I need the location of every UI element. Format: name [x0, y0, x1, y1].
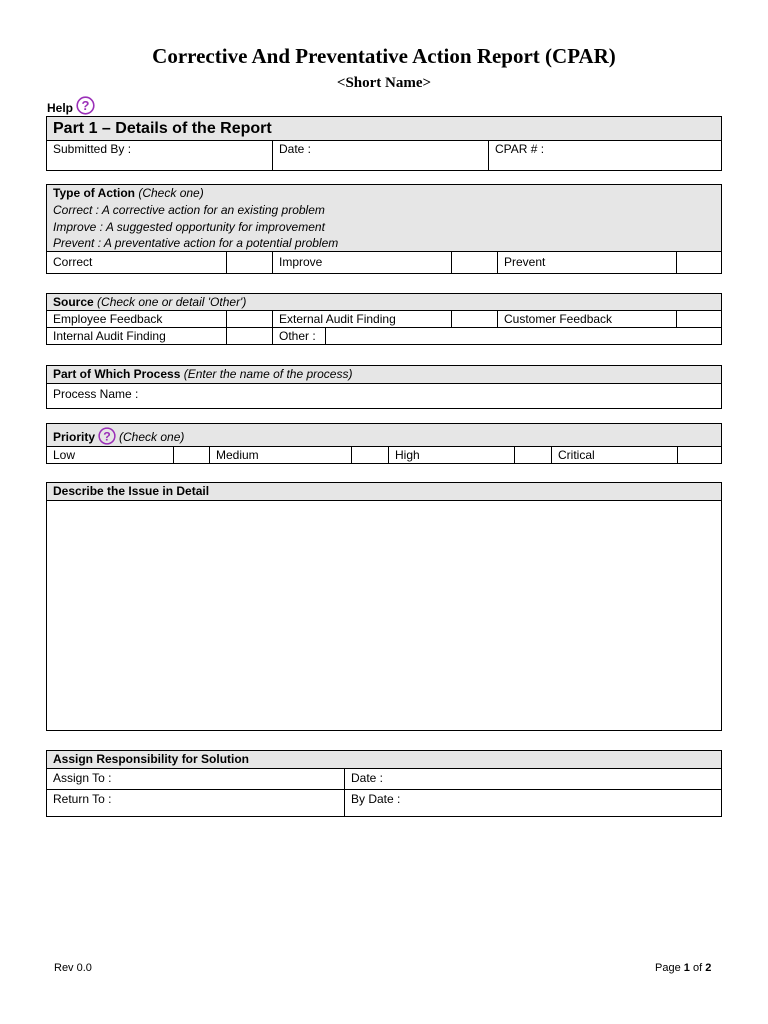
source-checkbox-customer-feedback[interactable] — [676, 311, 721, 327]
cpar-number-field[interactable]: CPAR # : — [488, 141, 721, 170]
svg-text:?: ? — [81, 98, 90, 113]
by-date-field[interactable]: By Date : — [344, 790, 721, 816]
source-option-customer-feedback: Customer Feedback — [497, 311, 676, 327]
priority-checkbox-medium[interactable] — [351, 447, 388, 463]
action-checkbox-improve[interactable] — [451, 252, 497, 273]
part1-title: Part 1 – Details of the Report — [53, 120, 272, 137]
priority-label: Priority — [53, 430, 96, 444]
page-of: of — [692, 962, 703, 974]
source-checkbox-external-audit[interactable] — [451, 311, 497, 327]
process-hint: (Enter the name of the process) — [183, 367, 353, 381]
action-desc-improve: Improve : A suggested opportunity for improvement — [53, 219, 325, 234]
source-checkbox-internal-audit[interactable] — [226, 328, 272, 344]
action-checkbox-prevent[interactable] — [676, 252, 721, 273]
issue-description-field[interactable] — [47, 501, 721, 730]
priority-option-high: High — [388, 447, 514, 463]
type-of-action-label: Type of Action — [53, 186, 135, 200]
source-option-external-audit: External Audit Finding — [272, 311, 451, 327]
priority-option-medium: Medium — [209, 447, 351, 463]
source-hint: (Check one or detail 'Other') — [97, 295, 247, 309]
action-checkbox-correct[interactable] — [226, 252, 272, 273]
svg-text:?: ? — [103, 429, 111, 444]
responsibility-section — [46, 750, 722, 817]
source-option-internal-audit: Internal Audit Finding — [53, 329, 166, 343]
assign-date-field[interactable]: Date : — [344, 769, 721, 789]
part1-section — [46, 116, 722, 171]
help-link[interactable] — [47, 96, 95, 115]
source-label: Source — [53, 295, 94, 309]
type-of-action-hint: (Check one) — [138, 186, 204, 200]
type-of-action-section — [46, 184, 722, 274]
priority-checkbox-high[interactable] — [514, 447, 551, 463]
process-name-field[interactable]: Process Name : — [53, 387, 139, 401]
action-desc-correct: Correct : A corrective action for an existing problem — [53, 203, 325, 217]
help-label: Help — [47, 101, 74, 115]
priority-option-low: Low — [53, 448, 76, 462]
source-other-field[interactable] — [325, 328, 721, 344]
priority-section — [46, 423, 722, 464]
help-question-icon[interactable] — [76, 96, 95, 115]
document-subtitle: <Short Name> — [336, 75, 432, 91]
action-option-improve: Improve — [272, 252, 451, 273]
source-option-employee-feedback: Employee Feedback — [53, 312, 163, 326]
return-to-field[interactable]: Return To : — [53, 792, 112, 806]
action-desc-prevent: Prevent : A preventative action for a potential problem — [53, 236, 339, 250]
process-label: Part of Which Process — [53, 367, 181, 381]
assign-to-field[interactable]: Assign To : — [53, 771, 112, 785]
source-checkbox-employee-feedback[interactable] — [226, 311, 272, 327]
source-section — [46, 293, 722, 345]
action-option-prevent: Prevent — [497, 252, 676, 273]
priority-checkbox-low[interactable] — [173, 447, 209, 463]
document-title: Corrective And Preventative Action Report (CPAR) — [152, 44, 616, 68]
issue-section — [46, 482, 722, 731]
page-prefix: Page — [655, 962, 681, 974]
priority-option-critical: Critical — [551, 447, 677, 463]
submitted-by-field[interactable]: Submitted By : — [53, 142, 132, 156]
page-total: 2 — [705, 962, 712, 974]
issue-label: Describe the Issue in Detail — [53, 484, 210, 498]
page-number — [655, 962, 711, 974]
priority-help-icon[interactable] — [98, 427, 116, 445]
priority-checkbox-critical[interactable] — [677, 447, 721, 463]
priority-hint: (Check one) — [119, 430, 185, 444]
source-other-label: Other : — [272, 328, 325, 344]
page-current: 1 — [683, 962, 690, 974]
responsibility-label: Assign Responsibility for Solution — [53, 752, 250, 766]
process-section — [46, 365, 722, 409]
action-option-correct: Correct — [53, 255, 93, 269]
revision-label: Rev 0.0 — [54, 962, 92, 974]
date-field[interactable]: Date : — [272, 141, 488, 170]
